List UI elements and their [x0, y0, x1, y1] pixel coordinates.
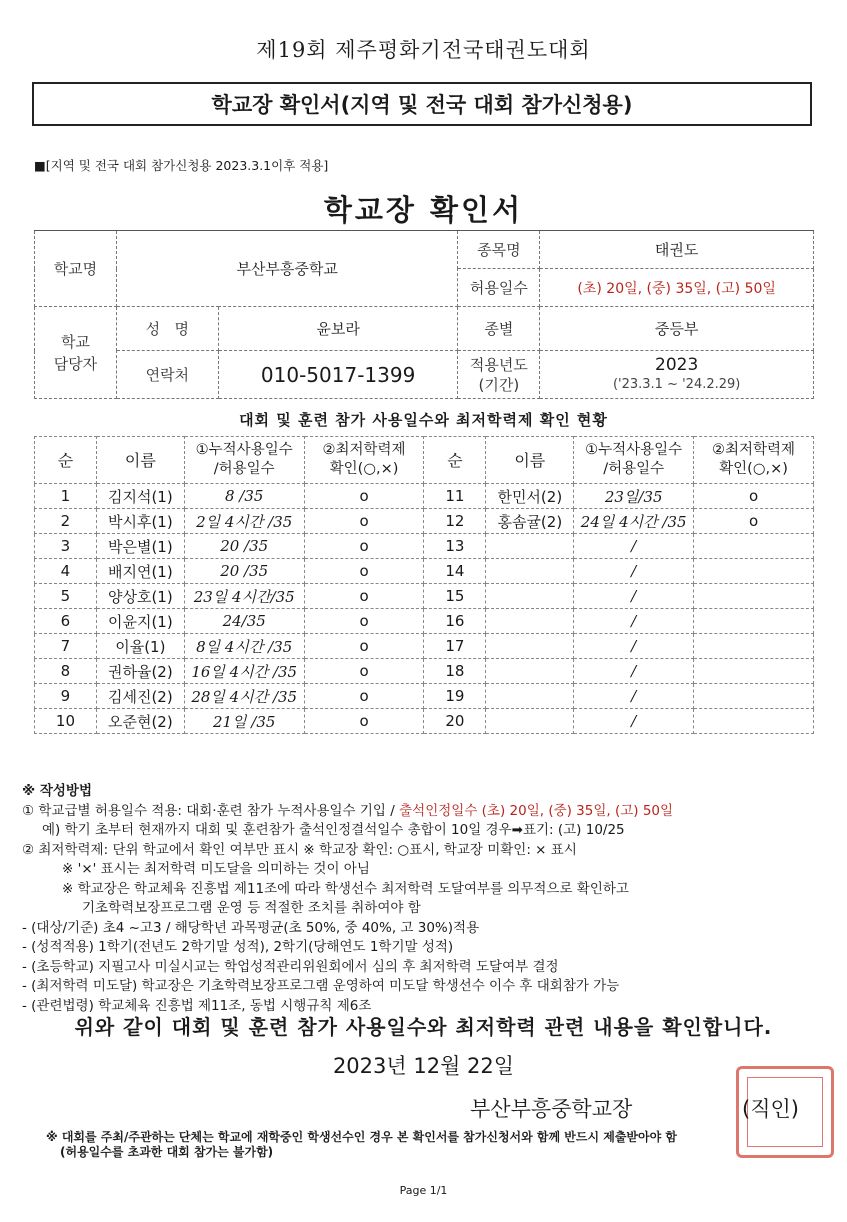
principal-title: 부산부흥중학교장: [470, 1097, 633, 1121]
student-days: /: [574, 534, 694, 559]
student-check: o: [304, 534, 424, 559]
method-line-3: ② 최저학력제: 단위 학교에서 확인 여부만 표시 ※ 학교장 확인: ○표시, 학교장 미확인: × 표시: [22, 841, 577, 858]
year-label: [458, 351, 540, 399]
contact-label: 연락처: [116, 351, 218, 399]
student-days: 20 /35: [184, 534, 304, 559]
usage-table: [34, 436, 814, 734]
year-label-line2: (기간): [478, 375, 520, 394]
footnote-line-2: (허용일수를 초과한 대회 참가는 불가함): [60, 1145, 274, 1159]
student-no: 17: [424, 634, 486, 659]
event-title: 제19회 제주평화기전국태권도대회: [256, 38, 591, 62]
year-label-line1: 적용년도: [469, 355, 528, 374]
method-heading: ※ 작성방법: [22, 783, 92, 799]
col-name: 이름: [96, 437, 184, 484]
student-check: o: [694, 484, 814, 509]
student-days: 24일 4시간 /35: [574, 509, 694, 534]
issue-date: 2023년 12월 22일: [332, 1054, 515, 1078]
table-row: [35, 584, 814, 609]
student-name: 이율(1): [96, 634, 184, 659]
method-line-6: 기초학력보장프로그램 운영 등 적절한 조치를 취하여야 함: [82, 900, 421, 916]
student-check: o: [304, 609, 424, 634]
student-name: 권하율(2): [96, 659, 184, 684]
student-no: 20: [424, 709, 486, 734]
student-no: 12: [424, 509, 486, 534]
col-days-line1: ①누적사용일수: [195, 442, 293, 458]
student-check: o: [304, 634, 424, 659]
table-row: [35, 534, 814, 559]
student-check: [694, 534, 814, 559]
student-name: 오준현(2): [96, 709, 184, 734]
student-check: o: [304, 659, 424, 684]
col-check-right: [694, 437, 814, 484]
student-days: 24/35: [184, 609, 304, 634]
student-no: 9: [35, 684, 97, 709]
method-line-2: 예) 학기 초부터 현재까지 대회 및 훈련참가 출석인정결석일수 총합이 10일 경우➡표기: (고) 10/25: [42, 822, 625, 838]
col-days-right: [574, 437, 694, 484]
method-line-5: ※ 학교장은 학교체육 진흥법 제11조에 따라 학생선수 최저학력 도달여부를 의무적으로 확인하고: [62, 880, 629, 897]
student-check: o: [304, 684, 424, 709]
allowed-days-value: (초) 20일, (중) 35일, (고) 50일: [540, 269, 814, 307]
col-check: [304, 437, 424, 484]
student-name: [486, 659, 574, 684]
table-row: [35, 509, 814, 534]
method-line-10: - (최저학력 미도달) 학교장은 기초학력보장프로그램 운영하여 미도달 학생선수 이수 후 대회참가 가능: [22, 978, 620, 994]
student-no: 19: [424, 684, 486, 709]
footnote: [46, 1130, 677, 1160]
student-days: 21일 /35: [184, 709, 304, 734]
sport-label: 종목명: [458, 231, 540, 269]
method-line-11: - (관련법령) 학교체육 진흥법 제11조, 동법 시행규칙 제6조: [22, 997, 372, 1014]
student-no: 13: [424, 534, 486, 559]
student-days: 23일/35: [574, 484, 694, 509]
student-no: 7: [35, 634, 97, 659]
school-name: 부산부흥중학교: [116, 231, 458, 307]
staff-name: 윤보라: [218, 307, 458, 351]
col-days-right-line2: /허용일수: [603, 461, 665, 477]
method-line-9: - (초등학교) 지필고사 미실시교는 학업성적관리위원회에서 심의 후 최저학력 도달여부 결정: [22, 958, 559, 975]
document-title: 학교장 확인서: [323, 193, 524, 227]
col-check-line1: ②최저학력제: [322, 442, 406, 458]
student-days: 28일 4시간 /35: [184, 684, 304, 709]
student-days: 16일 4시간 /35: [184, 659, 304, 684]
table-row: [35, 609, 814, 634]
col-check-right-line1: ②최저학력제: [712, 442, 796, 458]
student-check: [694, 584, 814, 609]
student-days: 23일 4시간/35: [184, 584, 304, 609]
student-name: 김세진(2): [96, 684, 184, 709]
student-name: 이윤지(1): [96, 609, 184, 634]
student-check: [694, 659, 814, 684]
table-row: [35, 484, 814, 509]
student-name: [486, 609, 574, 634]
col-days: [184, 437, 304, 484]
student-check: o: [304, 559, 424, 584]
student-days: /: [574, 559, 694, 584]
seal-label: (직인): [742, 1097, 799, 1121]
student-no: 1: [35, 484, 97, 509]
footnote-line-1: ※ 대회를 주최/주관하는 단체는 학교에 재학중인 학생선수인 경우 본 확인서를 참가신청서와 함께 반드시 제출받아야 함: [46, 1130, 677, 1144]
student-no: 6: [35, 609, 97, 634]
scope-note: ■[지역 및 전국 대회 참가신청용 2023.3.1이후 적용]: [34, 158, 329, 173]
student-no: 10: [35, 709, 97, 734]
category-label: 종별: [458, 307, 540, 351]
col-check-line2: 확인(○,×): [329, 461, 399, 477]
method-line-1a: ① 학교급별 허용일수 적용: 대회·훈련 참가 누적사용일수 기입 /: [22, 802, 400, 819]
year: 2023: [655, 354, 699, 375]
col-days-right-line1: ①누적사용일수: [585, 442, 683, 458]
sport-value: 태권도: [540, 231, 814, 269]
student-check: o: [304, 584, 424, 609]
student-days: /: [574, 709, 694, 734]
page-number: Page 1/1: [399, 1184, 448, 1197]
document-boxed-title: 학교장 확인서(지역 및 전국 대회 참가신청용): [32, 82, 812, 126]
student-check: [694, 684, 814, 709]
usage-header-row: [35, 437, 814, 484]
method-line-4: ※ '×' 표시는 최저학력 미도달을 의미하는 것이 아님: [62, 861, 370, 877]
student-no: 14: [424, 559, 486, 584]
student-name: 홍솜귤(2): [486, 509, 574, 534]
col-no-right: 순: [424, 437, 486, 484]
student-name: 양상호(1): [96, 584, 184, 609]
allowed-days-label: 허용일수: [458, 269, 540, 307]
period: ('23.3.1 ~ '24.2.29): [612, 376, 741, 392]
col-name-right: 이름: [486, 437, 574, 484]
writing-method: [22, 782, 822, 1016]
contact-value: 010-5017-1399: [218, 351, 458, 399]
student-check: o: [304, 709, 424, 734]
student-days: /: [574, 609, 694, 634]
student-name: 한민서(2): [486, 484, 574, 509]
student-no: 3: [35, 534, 97, 559]
col-days-line2: /허용일수: [213, 461, 275, 477]
student-no: 2: [35, 509, 97, 534]
student-check: [694, 559, 814, 584]
student-check: o: [304, 484, 424, 509]
staff-label-line2: 담당자: [53, 354, 98, 373]
method-line-1: [22, 802, 822, 822]
student-name: [486, 534, 574, 559]
student-check: [694, 609, 814, 634]
category-value: 중등부: [540, 307, 814, 351]
table-row: [35, 684, 814, 709]
student-days: 8 /35: [184, 484, 304, 509]
student-name: [486, 584, 574, 609]
student-no: 8: [35, 659, 97, 684]
table-row: [35, 709, 814, 734]
student-check: [694, 634, 814, 659]
student-no: 11: [424, 484, 486, 509]
status-title: 대회 및 훈련 참가 사용일수와 최저학력제 확인 현황: [239, 411, 608, 429]
student-check: o: [304, 509, 424, 534]
school-label: 학교명: [35, 231, 117, 307]
staff-name-label: 성 명: [116, 307, 218, 351]
student-name: 김지석(1): [96, 484, 184, 509]
year-value: [540, 351, 814, 399]
col-no: 순: [35, 437, 97, 484]
student-name: [486, 684, 574, 709]
student-days: /: [574, 584, 694, 609]
staff-label-line1: 학교: [60, 332, 90, 351]
method-line-1b: 출석인정일수 (초) 20일, (중) 35일, (고) 50일: [399, 802, 674, 819]
student-no: 5: [35, 584, 97, 609]
col-check-right-line2: 확인(○,×): [719, 461, 788, 477]
student-check: [694, 709, 814, 734]
table-row: [35, 634, 814, 659]
student-days: /: [574, 684, 694, 709]
student-days: 2일 4시간 /35: [184, 509, 304, 534]
confirmation-statement: 위와 같이 대회 및 훈련 참가 사용일수와 최저학력 관련 내용을 확인합니다.: [74, 1015, 773, 1039]
student-no: 15: [424, 584, 486, 609]
student-days: /: [574, 634, 694, 659]
method-line-8: - (성적적용) 1학기(전년도 2학기말 성적), 2학기(당해연도 1학기말 성적): [22, 939, 454, 955]
student-name: 박은별(1): [96, 534, 184, 559]
info-table: [34, 230, 814, 399]
student-days: 20 /35: [184, 559, 304, 584]
method-line-7: - (대상/기준) 초4 ~고3 / 해당학년 과목평균(초 50%, 중 40%, 고 30%)적용: [22, 919, 480, 936]
student-no: 16: [424, 609, 486, 634]
student-no: 18: [424, 659, 486, 684]
student-name: [486, 559, 574, 584]
student-no: 4: [35, 559, 97, 584]
student-check: o: [694, 509, 814, 534]
student-name: 박시후(1): [96, 509, 184, 534]
student-name: [486, 709, 574, 734]
student-days: 8일 4시간 /35: [184, 634, 304, 659]
table-row: [35, 559, 814, 584]
student-name: 배지연(1): [96, 559, 184, 584]
staff-label: [35, 307, 117, 399]
student-name: [486, 634, 574, 659]
student-days: /: [574, 659, 694, 684]
table-row: [35, 659, 814, 684]
